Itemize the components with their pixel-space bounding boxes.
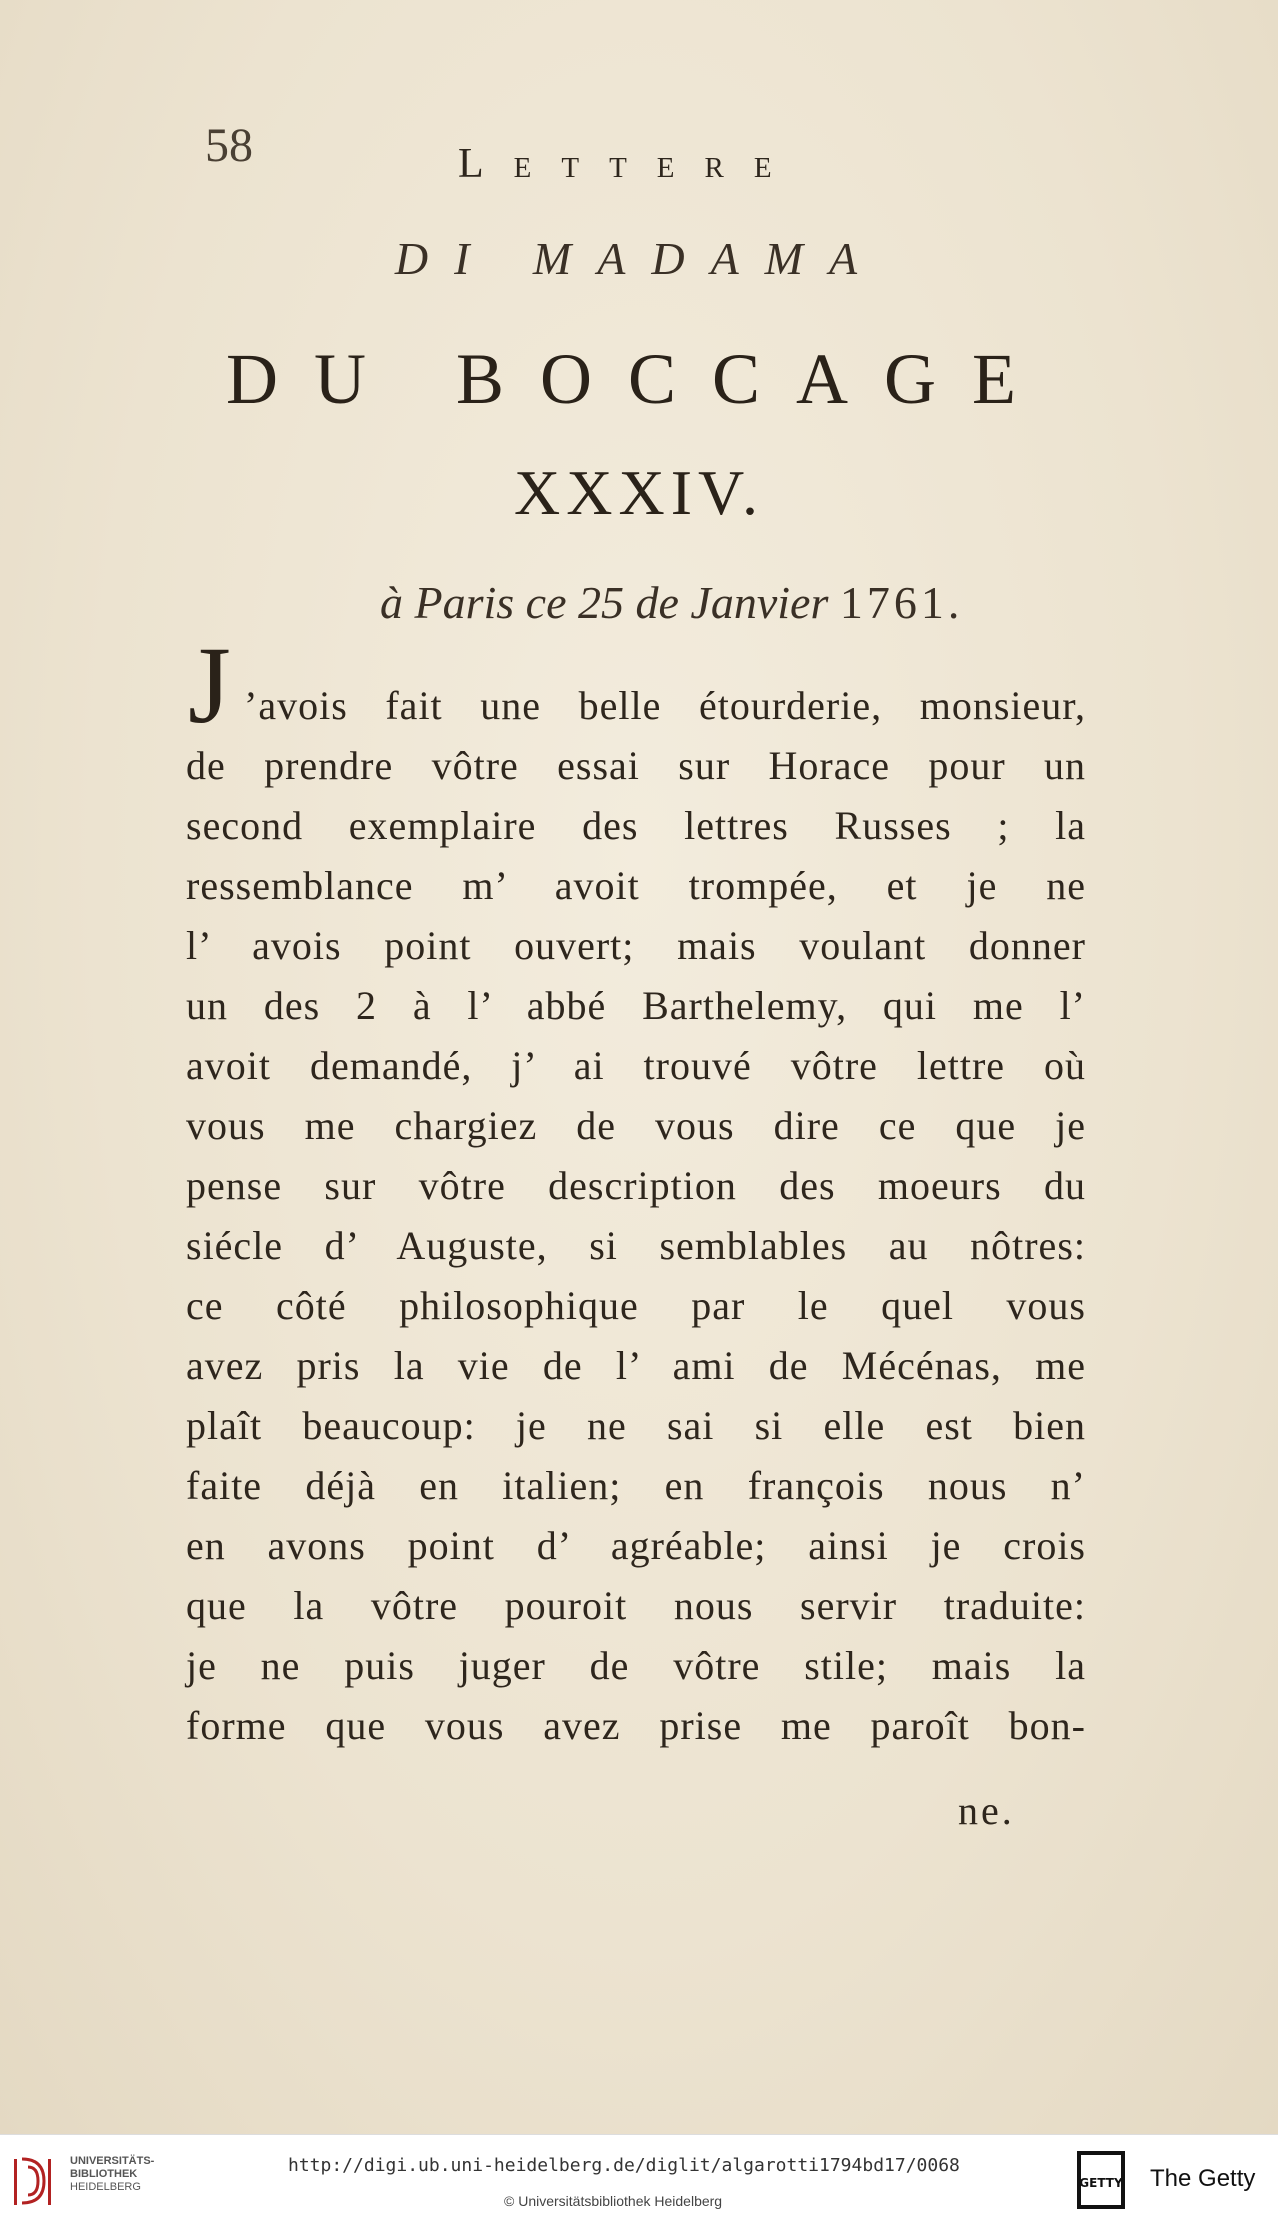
text-line: je ne puis juger de vôtre stile; mais la	[186, 1643, 1086, 1688]
letter-number: XXXIV.	[514, 457, 764, 528]
library-name-line1: UNIVERSITÄTS-	[70, 2155, 155, 2167]
letter-body	[186, 676, 1086, 1756]
catchword: ne.	[958, 1788, 1015, 1833]
getty-logo-text: GETTY	[1079, 2176, 1123, 2190]
text-line: vous me chargiez de vous dire ce que je	[186, 1103, 1086, 1148]
title-line-2: DU BOCCAGE	[225, 339, 1053, 419]
text-line: ce côté philosophique par le quel vous	[186, 1283, 1086, 1328]
copyright-notice: © Universitätsbibliothek Heidelberg	[504, 2193, 723, 2209]
page-number: 58	[205, 119, 253, 172]
getty-logo-icon	[1075, 2149, 1127, 2211]
text-line: avoit demandé, j’ ai trouvé vôtre lettre où	[186, 1043, 1086, 1088]
library-name-line3: HEIDELBERG	[70, 2181, 141, 2193]
text-line: en avons point d’ agréable; ainsi je crois	[186, 1523, 1086, 1568]
text-line: un des 2 à l’ abbé Barthelemy, qui me l’	[186, 983, 1086, 1028]
university-library-logo-icon	[12, 2153, 62, 2211]
text-line: ’avois fait une belle étourderie, monsieur,	[244, 683, 1086, 728]
drop-cap: J	[188, 624, 231, 746]
library-name	[70, 2155, 154, 2194]
running-head: Lettere	[458, 141, 802, 187]
text-line: de prendre vôtre essai sur Horace pour un	[186, 743, 1086, 788]
text-line: ressemblance m’ avoit trompée, et je ne	[186, 863, 1086, 908]
text-line: plaît beaucoup: je ne sai si elle est bien	[186, 1403, 1086, 1448]
text-line: avez pris la vie de l’ ami de Mécénas, me	[186, 1343, 1086, 1388]
text-line: que la vôtre pouroit nous servir traduite:	[186, 1583, 1086, 1628]
text-line: forme que vous avez prise me paroît bon-	[186, 1703, 1086, 1748]
text-line: pense sur vôtre description des moeurs du	[186, 1163, 1086, 1208]
viewer-footer	[0, 2134, 1278, 2227]
permalink-url[interactable]: http://digi.ub.uni-heidelberg.de/diglit/algarotti1794bd17/0068	[288, 2155, 960, 2176]
text-line: siécle d’ Auguste, si semblables au nôtres:	[186, 1223, 1086, 1268]
library-name-line2: BIBLIOTHEK	[70, 2168, 138, 2180]
text-line: second exemplaire des lettres Russes ; la	[186, 803, 1086, 848]
title-line-1: DI MADAMA	[394, 233, 884, 284]
dateline-year: 1761.	[839, 577, 964, 628]
text-line: faite déjà en italien; en françois nous n’	[186, 1463, 1086, 1508]
dateline-place-date: à Paris ce 25 de Janvier	[380, 577, 829, 628]
sponsor-name: The Getty	[1150, 2165, 1256, 2192]
text-line: l’ avois point ouvert; mais voulant donner	[186, 923, 1086, 968]
dateline	[380, 576, 963, 629]
